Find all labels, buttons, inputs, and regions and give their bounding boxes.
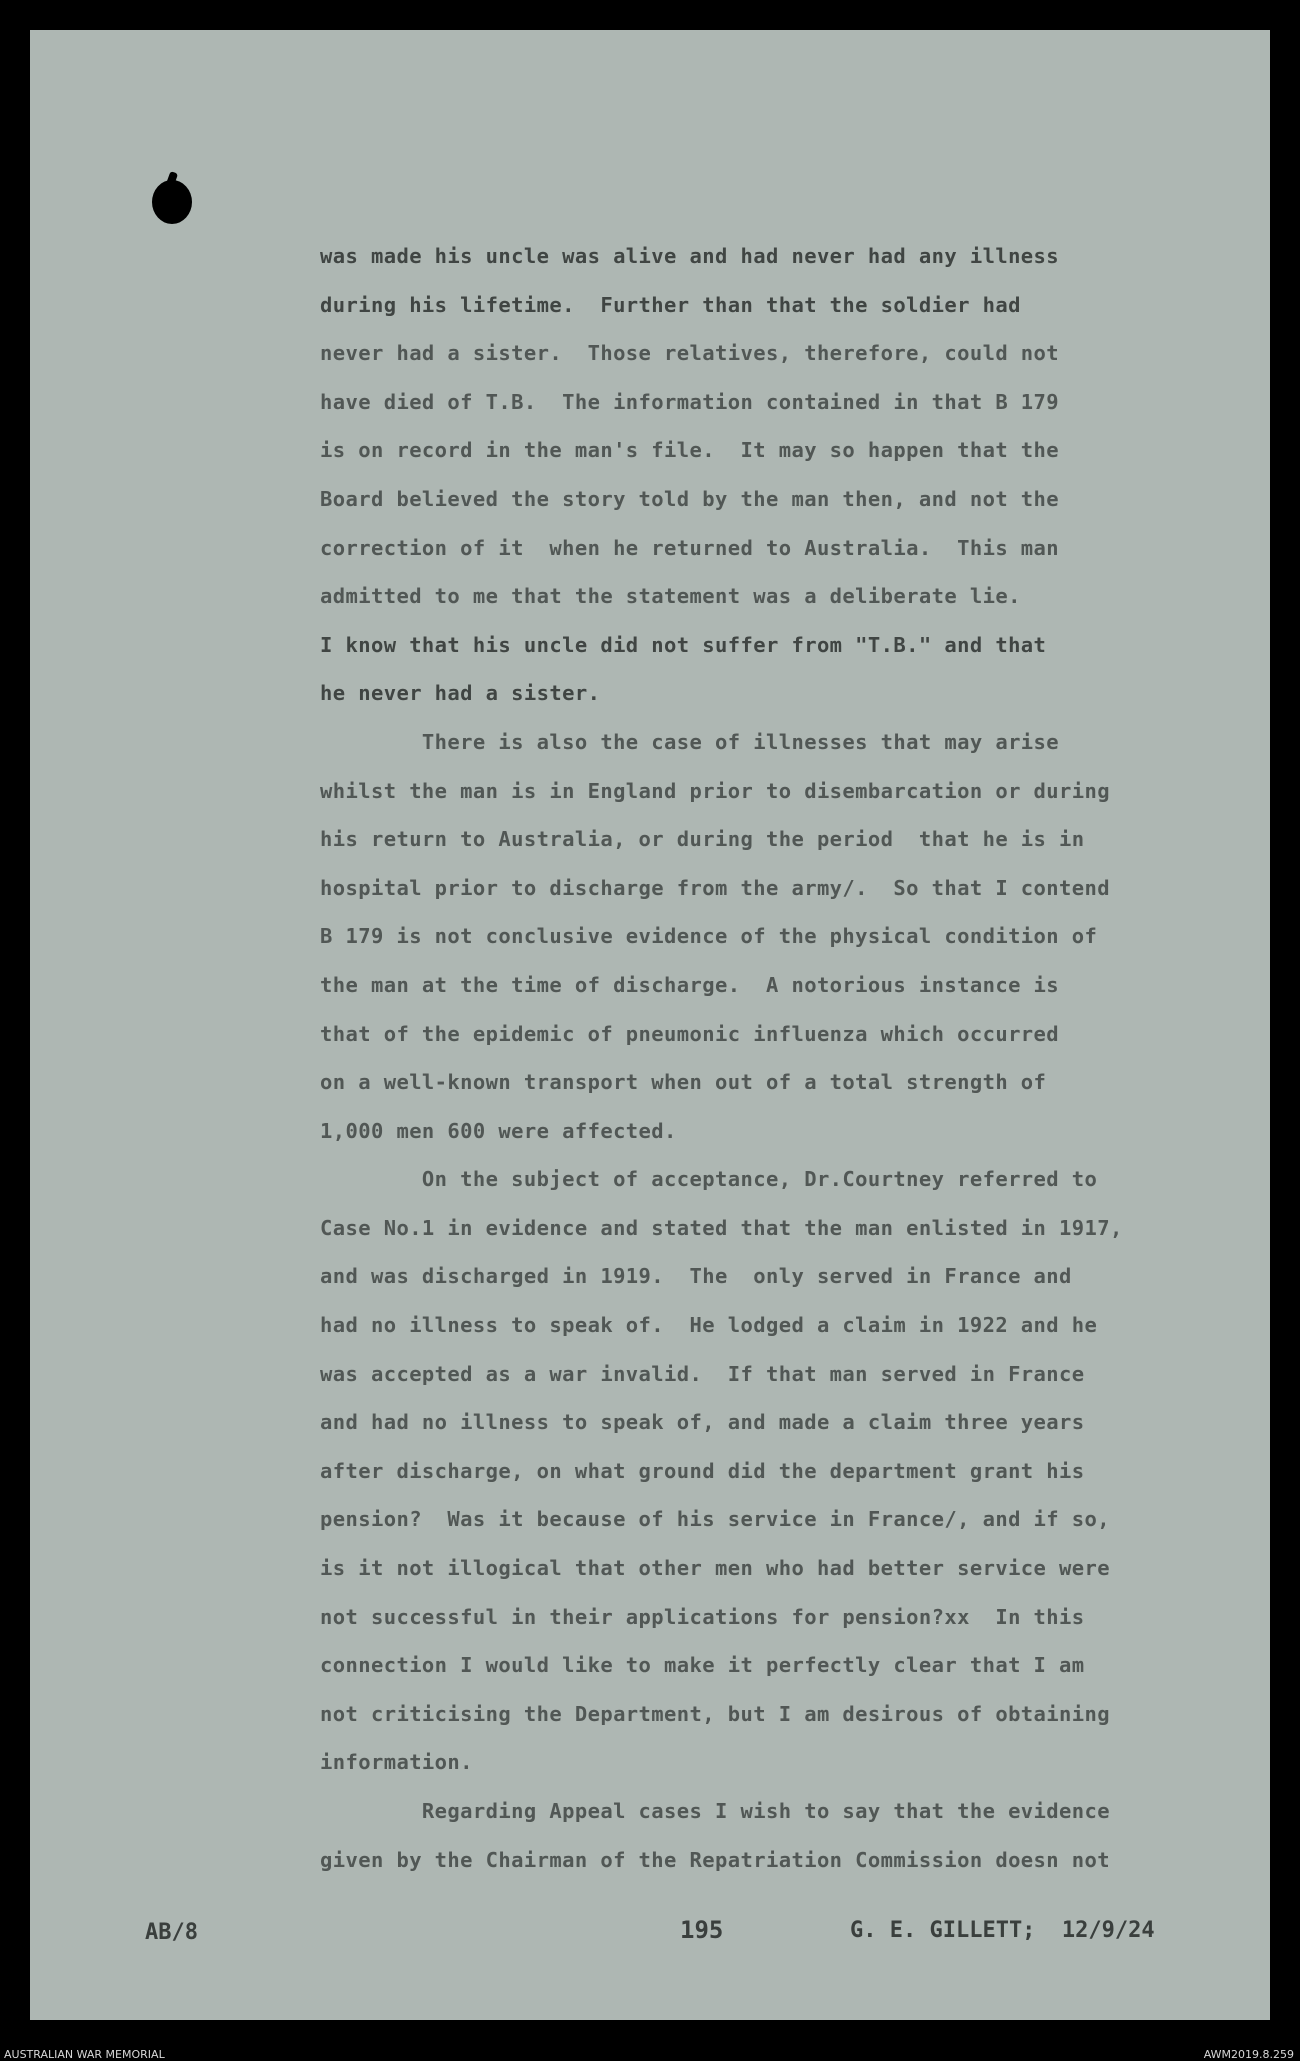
text-line: never had a sister. Those relatives, therefore, could not (320, 341, 1060, 366)
text-line: 1,000 men 600 were affected. (320, 1118, 677, 1143)
text-line: Case No.1 in evidence and stated that the man enlisted in 1917, (320, 1215, 1123, 1240)
text-line: not criticising the Department, but I am desirous of obtaining (320, 1701, 1111, 1726)
text-line: and was discharged in 1919. The only served in France and (320, 1264, 1072, 1289)
text-line: had no illness to speak of. He lodged a claim in 1922 and he (320, 1313, 1098, 1338)
text-line: that of the epidemic of pneumonic influenza which occurred (320, 1021, 1060, 1046)
text-line: was accepted as a war invalid. If that man served in France (320, 1361, 1085, 1386)
text-line: There is also the case of illnesses that may arise (320, 729, 1060, 754)
page-number: 195 (680, 1916, 724, 1944)
text-line: I know that his uncle did not suffer from "T.B." and that (320, 632, 1047, 657)
text-line: after discharge, on what ground did the department grant his (320, 1458, 1085, 1483)
text-line: pension? Was it because of his service in France/, and if so, (320, 1507, 1111, 1532)
text-line: he never had a sister. (320, 681, 601, 706)
archive-reference: AWM2019.8.259 (1203, 2048, 1294, 2061)
text-line: information. (320, 1750, 473, 1775)
text-line: not successful in their applications for pension?xx In this (320, 1604, 1085, 1629)
text-line: and had no illness to speak of, and made a claim three years (320, 1410, 1085, 1435)
text-line: is it not illogical that other men who had better service were (320, 1556, 1111, 1581)
text-line: during his lifetime. Further than that the soldier had (320, 292, 1021, 317)
text-line: whilst the man is in England prior to disembarcation or during (320, 778, 1111, 803)
text-line: Regarding Appeal cases I wish to say that the evidence (320, 1799, 1111, 1823)
text-line: admitted to me that the statement was a deliberate lie. (320, 584, 1021, 609)
text-line: B 179 is not conclusive evidence of the physical condition of (320, 924, 1098, 949)
text-line: given by the Chairman of the Repatriation Commission doesn not (320, 1847, 1111, 1872)
text-line: hospital prior to discharge from the army/. So that I contend (320, 875, 1111, 900)
text-line: Board believed the story told by the man then, and not the (320, 486, 1060, 511)
text-line: his return to Australia, or during the period that he is in (320, 827, 1085, 852)
text-line: on a well-known transport when out of a total strength of (320, 1070, 1047, 1095)
text-line: correction of it when he returned to Australia. This man (320, 535, 1060, 560)
archive-label: AUSTRALIAN WAR MEMORIAL (4, 2048, 165, 2061)
punch-hole (152, 180, 192, 224)
text-line: was made his uncle was alive and had never had any illness (320, 244, 1060, 268)
footer-initials: AB/8 (145, 1920, 198, 1945)
text-line: is on record in the man's file. It may so happen that the (320, 438, 1060, 463)
text-line: On the subject of acceptance, Dr.Courtney referred to (320, 1167, 1098, 1192)
text-line: have died of T.B. The information contained in that B 179 (320, 389, 1060, 414)
text-line: connection I would like to make it perfectly clear that I am (320, 1653, 1085, 1678)
footer-signature: G. E. GILLETT; 12/9/24 (850, 1918, 1155, 1943)
text-line: the man at the time of discharge. A notorious instance is (320, 972, 1060, 997)
typed-text-body (320, 232, 1270, 1884)
